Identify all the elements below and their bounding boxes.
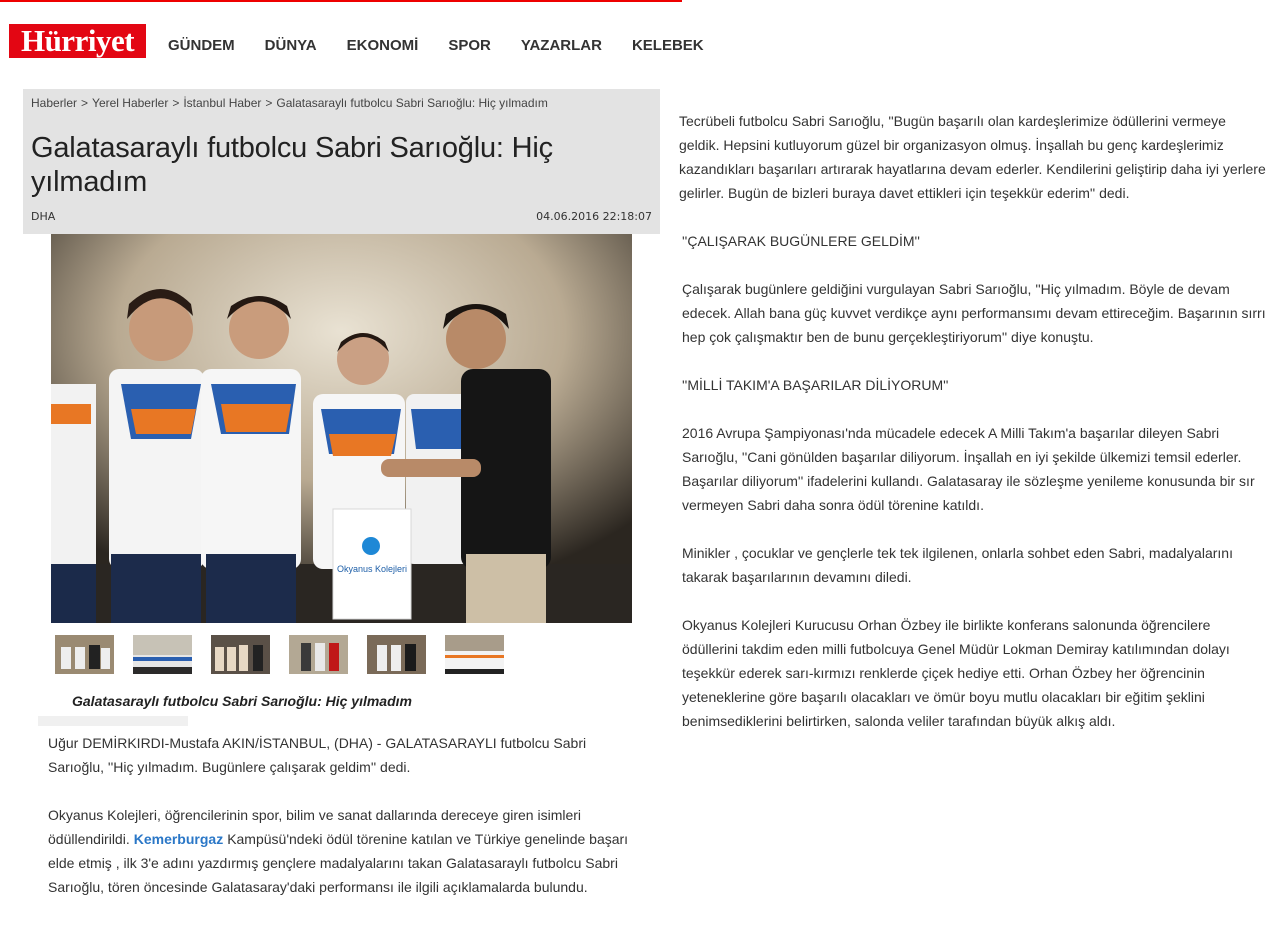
nav-ekonomi[interactable]: EKONOMİ [346,37,419,54]
article-title: Galatasaraylı futbolcu Sabri Sarıoğlu: Hiç yılmadım [31,132,553,198]
main-photo[interactable] [51,234,632,623]
thumbnail-strip [55,635,523,674]
main-photo-image [51,234,632,623]
paragraph: Minikler , çocuklar ve gençlerle tek tek ilgilenen, onlarla sohbet eden Sabri, madalyalarını takarak başarılarının devamını diledi. [682,545,1233,585]
paragraph: Uğur DEMİRKIRDI-Mustafa AKIN/İSTANBUL, (DHA) - GALATASARAYLI futbolcu Sabri Sarıoğlu, ''Hiç yılmadım. Bugünlere çalışarak geldim'' dedi. [48,735,587,775]
gallery-thumbnail[interactable] [445,635,504,674]
caption-divider [38,716,188,726]
article-header [23,89,660,234]
nav-dunya[interactable]: DÜNYA [264,37,317,54]
subheading: ''MİLLİ TAKIM'A BAŞARILAR DİLİYORUM'' [682,377,949,393]
paragraph [48,803,638,899]
photo-caption: Galatasaraylı futbolcu Sabri Sarıoğlu: Hiç yılmadım [72,693,412,709]
article-body-left [48,731,638,923]
article-body-right [679,109,1267,757]
nav-kelebek[interactable]: KELEBEK [631,37,704,54]
breadcrumb-haberler[interactable]: Haberler [31,96,78,110]
paragraph: 2016 Avrupa Şampiyonası'nda mücadele edecek A Milli Takım'a başarılar dileyen Sabri Sarıoğlu, ''Cani gönülden başarılar diliyorum. İnşallah en iyi şekilde ülkemizi temsil ederler. Başarılar diliyorum'' ifadelerini kullandı. Galatasaray ile sözleşme yenileme konusunda bir sır vermeyen Sabri daha sonra ödül törenine katıldı. [682,425,1255,513]
bag-logo-text: Okyanus Kolejleri [336,564,408,574]
breadcrumb-yerel-haberler[interactable]: Yerel Haberler [92,96,169,110]
gallery-thumbnail[interactable] [211,635,270,674]
gallery-thumbnail[interactable] [55,635,114,674]
paragraph: Çalışarak bugünlere geldiğini vurgulayan Sabri Sarıoğlu, ''Hiç yılmadım. Böyle de devam edecek. Allah bana güç kuvvet verdikçe aynı performansımı devam ettireceğim. Başarının sırrı hep çok çalışmaktır ben de bunu gerçekleştiriyorum'' diye konuştu. [682,281,1266,345]
breadcrumb-istanbul-haber[interactable]: İstanbul Haber [183,96,262,110]
paragraph-text: Okyanus Kolejleri, öğrencilerinin spor, bilim ve sanat dallarında dereceye giren isimleri ödüllendirildi. [48,807,582,847]
article-source: DHA [31,210,56,223]
top-accent-line [0,0,682,2]
breadcrumb-current: Galatasaraylı futbolcu Sabri Sarıoğlu: Hiç yılmadım [276,96,548,110]
article-date: 04.06.2016 22:18:07 [536,210,652,223]
gallery-thumbnail[interactable] [367,635,426,674]
kemerburgaz-link[interactable]: Kemerburgaz [133,831,224,847]
main-nav [168,36,734,56]
gallery-thumbnail[interactable] [289,635,348,674]
subheading: ''ÇALIŞARAK BUGÜNLERE GELDİM'' [682,233,920,249]
gallery-thumbnail[interactable] [133,635,192,674]
paragraph-text: Kampüsü'ndeki ödül törenine katılan ve Türkiye genelinde başarı elde etmiş , ilk 3'e adını yazdırmış gençlere madalyalarını takan Galatasaraylı futbolcu Sabri Sarıoğlu, tören öncesinde Galatasaray'daki performansı ile ilgili açıklamalarda bulundu. [48,831,629,895]
breadcrumb: Haberler > Yerel Haberler > İstanbul Haber > Galatasaraylı futbolcu Sabri Sarıoğlu: Hiç yılmadım [31,96,548,110]
hurriyet-logo[interactable]: Hürriyet [9,24,146,58]
nav-spor[interactable]: SPOR [448,37,491,54]
nav-yazarlar[interactable]: YAZARLAR [520,37,602,54]
nav-gundem[interactable]: GÜNDEM [168,37,235,54]
paragraph: Okyanus Kolejleri Kurucusu Orhan Özbey ile birlikte konferans salonunda öğrencilere ödüllerini takdim eden milli futbolcuya Genel Müdür Lokman Demiray katılımından dolayı teşekkür ederek sarı-kırmızı renklerde çiçek hediye etti. Orhan Özbey her öğrencinin yeteneklerine göre başarılı olacakları ve ömür boyu mutlu olacakları bir eğitim şeklini benimsediklerini belirtirken, salonda veliler tarafından büyük alkış aldı. [682,617,1230,729]
paragraph: Tecrübeli futbolcu Sabri Sarıoğlu, ''Bugün başarılı olan kardeşlerimize ödüllerini vermeye geldik. Hepsini kutluyorum güzel bir organizasyon olmuş. İnşallah bu genç kardeşlerimiz kazandıkları başarıları artırarak hayatlarına devam ederler. Kendilerini geliştirip daha iyi yerlere gelirler. Bugün de bizleri buraya davet ettikleri için teşekkür ederim'' dedi. [679,113,1266,201]
